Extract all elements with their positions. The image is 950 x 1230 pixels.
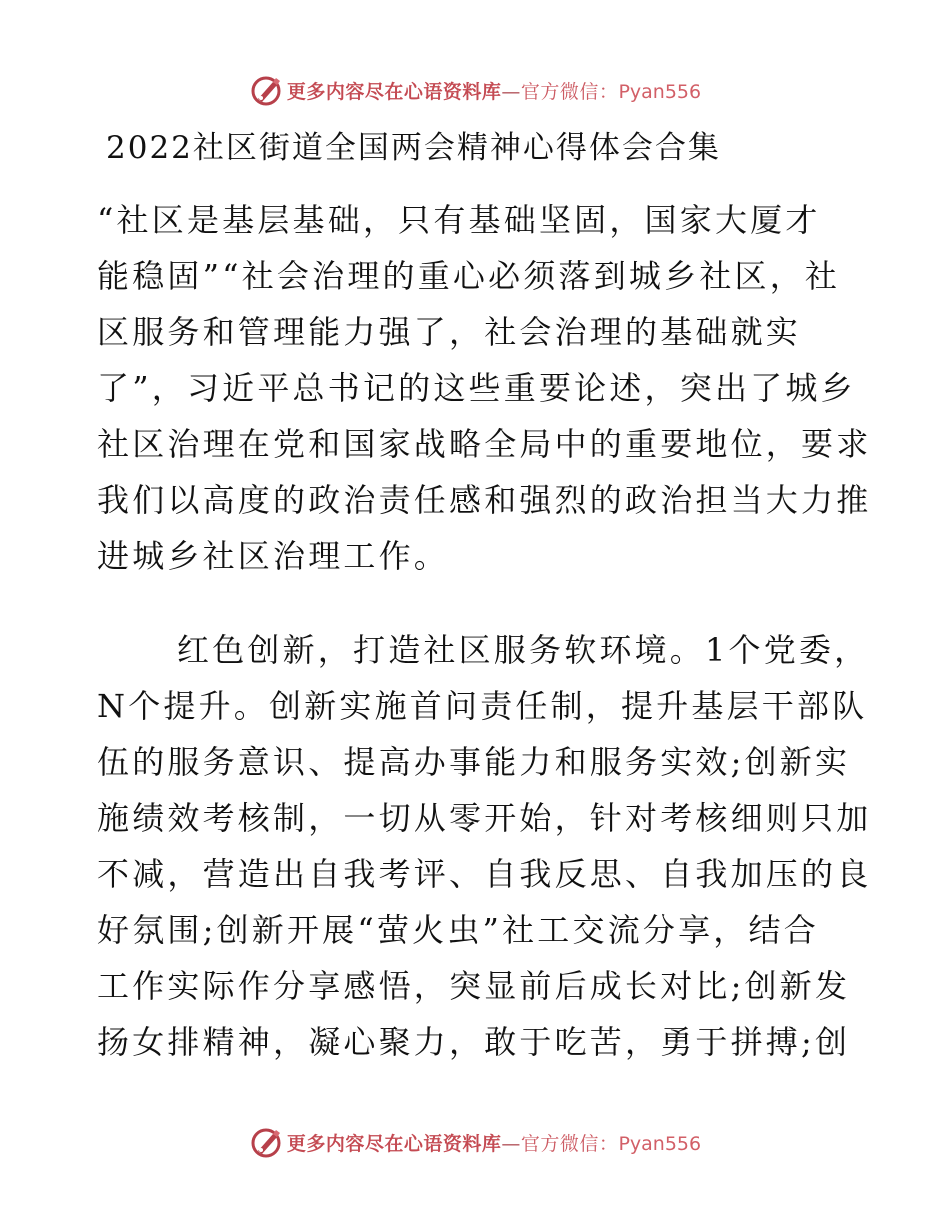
text-line: 了”，习近平总书记的这些重要论述，突出了城乡 — [97, 369, 856, 407]
header-watermark — [0, 70, 950, 110]
text-line: 能稳固”“社会治理的重心必须落到城乡社区，社 — [97, 257, 841, 295]
paragraph-2 — [97, 622, 872, 1070]
pen-logo-icon — [249, 73, 283, 107]
text-line: 我们以高度的政治责任感和强烈的政治担当大力推 — [97, 481, 872, 519]
pen-logo-icon — [249, 1125, 283, 1159]
text-line: N个提升。创新实施首问责任制，提升基层干部队 — [97, 687, 868, 725]
text-line: 工作实际作分享感悟，突显前后成长对比;创新发 — [97, 967, 851, 1005]
text-line: 不减，营造出自我考评、自我反思、自我加压的良 — [97, 855, 872, 893]
text-line: 社区治理在党和国家战略全局中的重要地位，要求 — [97, 425, 872, 463]
watermark-text: 更多内容尽在心语资料库—官方微信：Pyan556 — [286, 1132, 702, 1155]
text-line: 红色创新，打造社区服务软环境。1个党委， — [177, 631, 870, 669]
text-line: 进城乡社区治理工作。 — [97, 537, 450, 575]
watermark-text: 更多内容尽在心语资料库—官方微信：Pyan556 — [286, 80, 702, 103]
text-line: 好氛围;创新开展“萤火虫”社工交流分享，结合 — [97, 911, 819, 949]
document-title: 2022社区街道全国两会精神心得体会合集 — [106, 130, 721, 166]
paragraph-1 — [97, 192, 872, 584]
text-line: 区服务和管理能力强了，社会治理的基础就实 — [97, 313, 802, 351]
footer-watermark — [0, 1122, 950, 1162]
text-line: 伍的服务意识、提高办事能力和服务实效;创新实 — [97, 743, 851, 781]
text-line: 施绩效考核制，一切从零开始，针对考核细则只加 — [97, 799, 872, 837]
text-line: “社区是基层基础，只有基础坚固，国家大厦才 — [97, 201, 821, 239]
text-line: 扬女排精神，凝心聚力，敢于吃苦，勇于拼搏;创 — [97, 1023, 851, 1061]
